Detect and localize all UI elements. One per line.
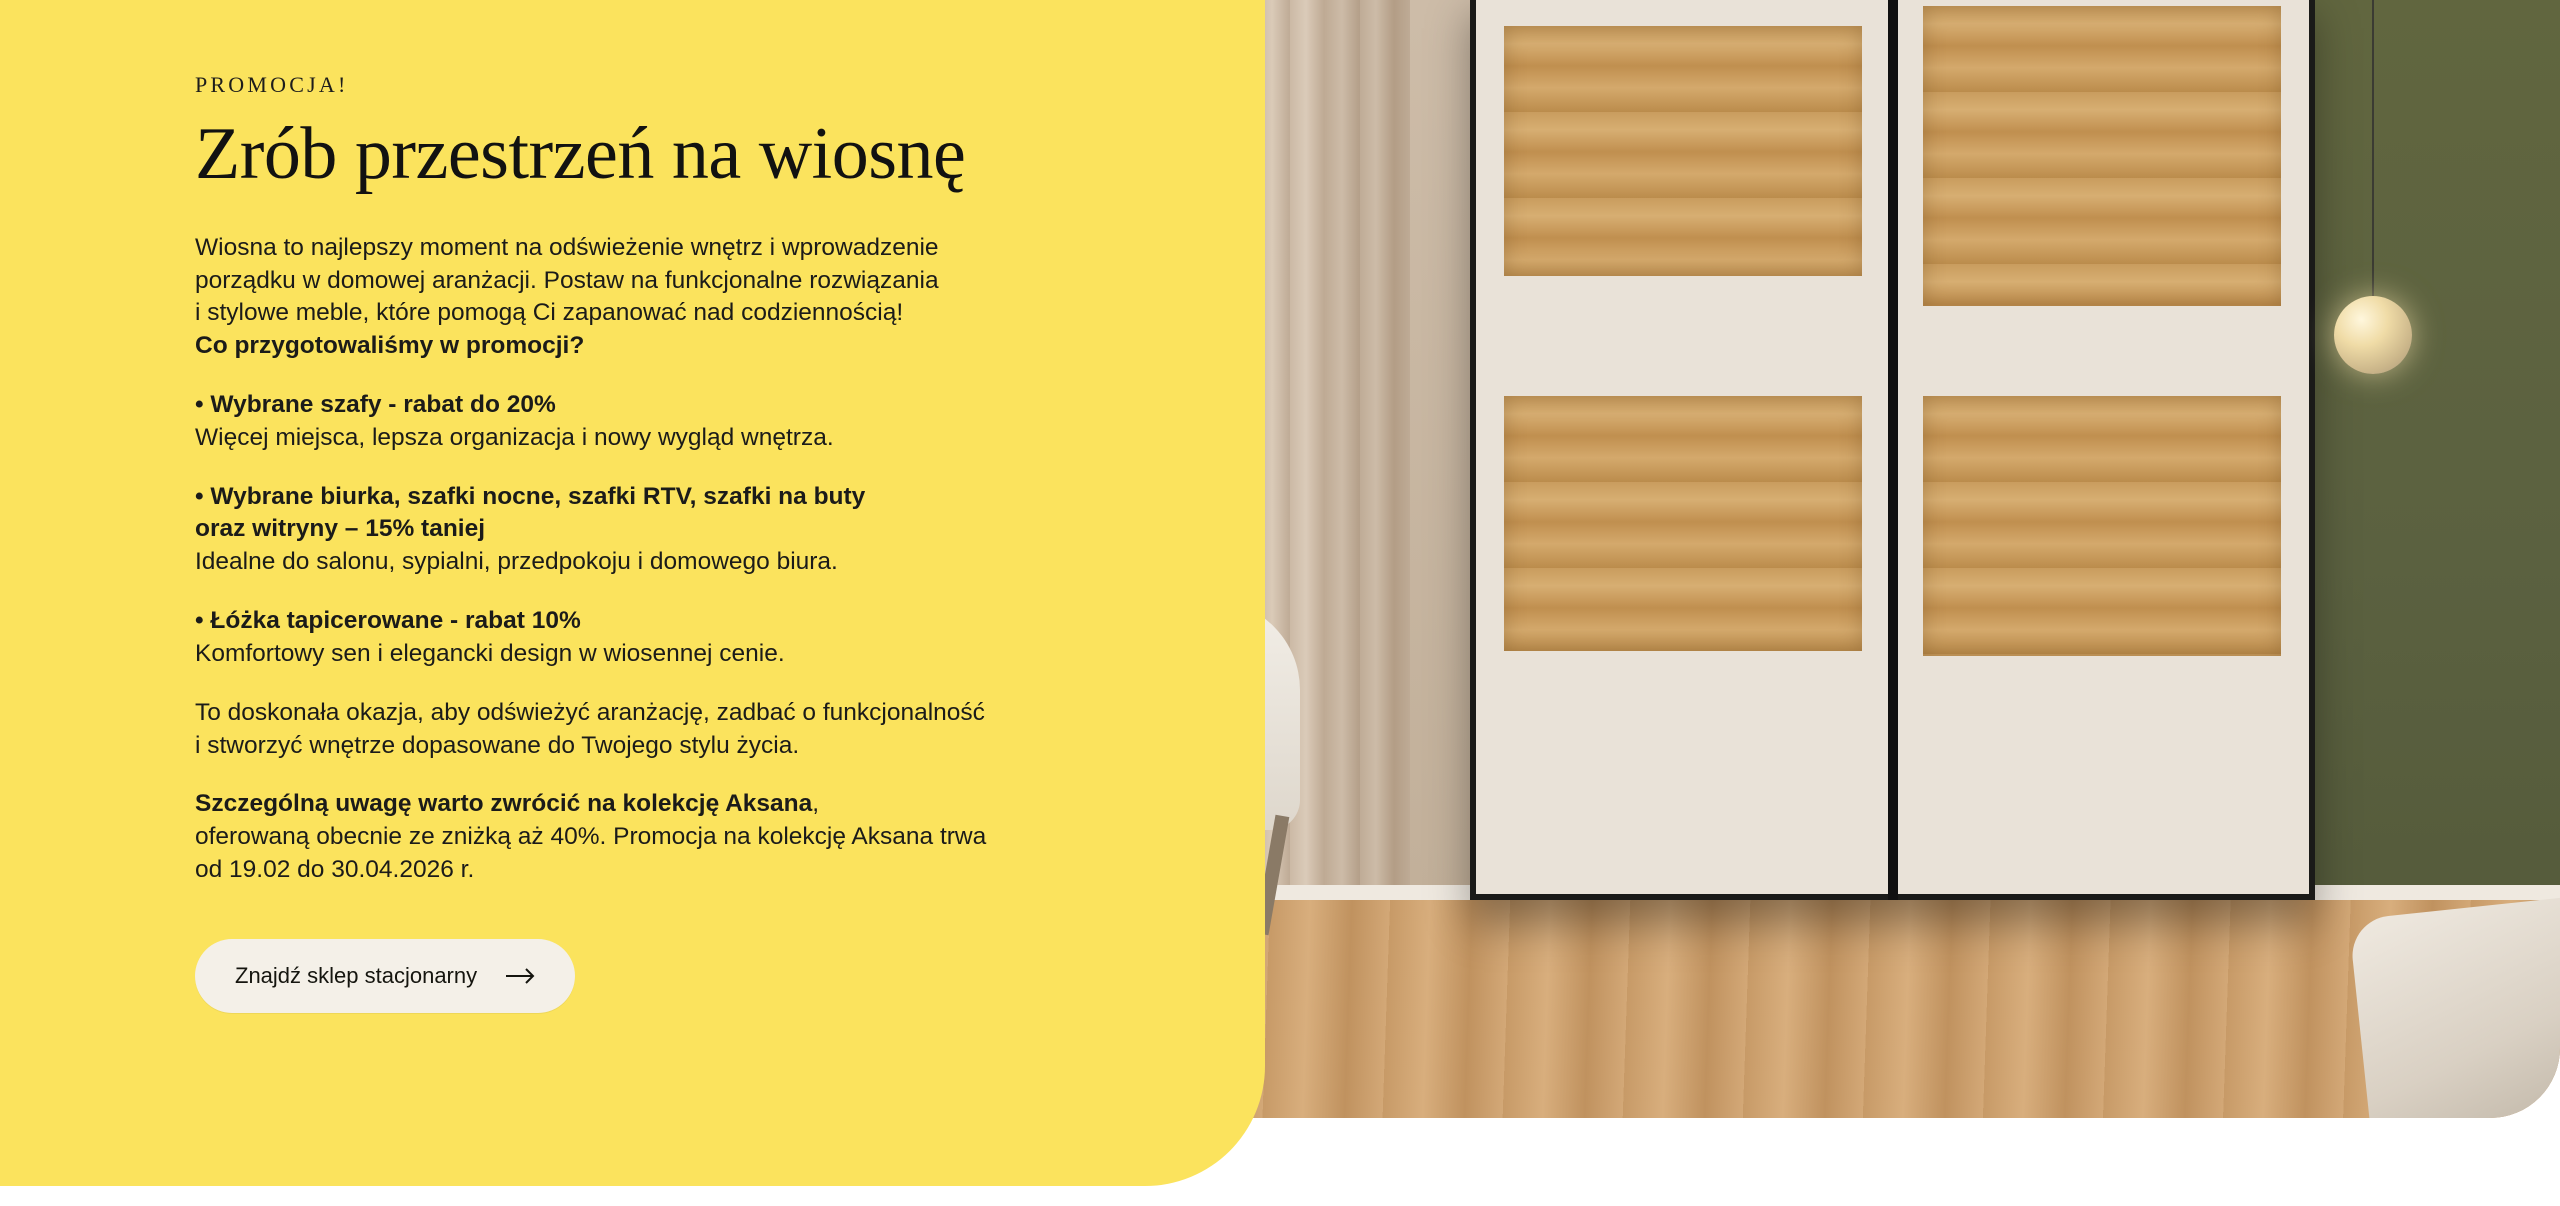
wooden-floor <box>1150 900 2560 1118</box>
find-store-button-label: Znajdź sklep stacjonarny <box>235 962 478 988</box>
wardrobe-door-right <box>1895 0 2309 894</box>
spacer <box>195 671 1095 697</box>
highlight-rest: , <box>812 790 820 818</box>
wood-panel <box>1923 6 2281 306</box>
arrow-right-icon <box>505 967 535 985</box>
spacer <box>195 579 1095 605</box>
wood-panel <box>1504 26 1862 276</box>
promo-question: Co przygotowaliśmy w promocji? <box>195 332 585 360</box>
intro-line-1: Wiosna to najlepszy moment na odświeżenie wnętrz i wprowadzenie <box>195 233 939 261</box>
highlight-line-3: od 19.02 do 30.04.2026 r. <box>195 856 475 884</box>
highlight-bold: Szczególną uwagę warto zwrócić na kolekcję Aksana <box>195 790 813 818</box>
wood-panel <box>1923 396 2281 656</box>
find-store-button[interactable] <box>195 939 575 1013</box>
closing-line-2: i stworzyć wnętrze dopasowane do Twojego stylu życia. <box>195 731 800 759</box>
wardrobe-door-left <box>1476 0 1890 894</box>
intro-line-2: porządku w domowej aranżacji. Postaw na funkcjonalne rozwiązania <box>195 266 939 294</box>
offer-3-title: • Łóżka tapicerowane - rabat 10% <box>195 607 581 635</box>
highlight-line-1 <box>195 788 1095 821</box>
promo-body <box>195 232 1095 887</box>
spacer <box>195 455 1095 481</box>
spacer <box>195 762 1095 788</box>
wood-panel <box>1504 396 1862 651</box>
page-title: Zrób przestrzeń na wiosnę <box>195 113 966 195</box>
offer-2-description: Idealne do salonu, sypialni, przedpokoju i domowego biura. <box>195 548 838 576</box>
door-gap <box>1888 0 1898 900</box>
spacer <box>195 363 1095 389</box>
promo-card <box>0 0 1265 1186</box>
offer-1-title: • Wybrane szafy - rabat do 20% <box>195 391 556 418</box>
offer-1-description: Więcej miejsca, lepsza organizacja i nowy wygląd wnętrza. <box>195 423 834 451</box>
pendant-lamp-bulb <box>2334 296 2412 374</box>
sliding-door-wardrobe <box>1470 0 2315 900</box>
offer-3-description: Komfortowy sen i elegancki design w wiosennej cenie. <box>195 639 785 667</box>
promo-eyebrow: PROMOCJA! <box>195 72 349 97</box>
offer-2-title-line-1: • Wybrane biurka, szafki nocne, szafki RTV, szafki na buty <box>195 482 866 510</box>
bedroom-wardrobe-photo <box>1150 0 2560 1118</box>
bed-corner <box>2349 897 2560 1118</box>
highlight-line-2: oferowaną obecnie ze zniżką aż 40%. Promocja na kolekcję Aksana trwa <box>195 823 987 851</box>
closing-line-1: To doskonała okazja, aby odświeżyć aranżację, zadbać o funkcjonalność <box>195 698 985 726</box>
pendant-lamp-cord <box>2372 0 2374 300</box>
intro-line-3: i stylowe meble, które pomogą Ci zapanować nad codziennością! <box>195 299 904 327</box>
offer-2-title-line-2: oraz witryny – 15% taniej <box>195 515 486 543</box>
